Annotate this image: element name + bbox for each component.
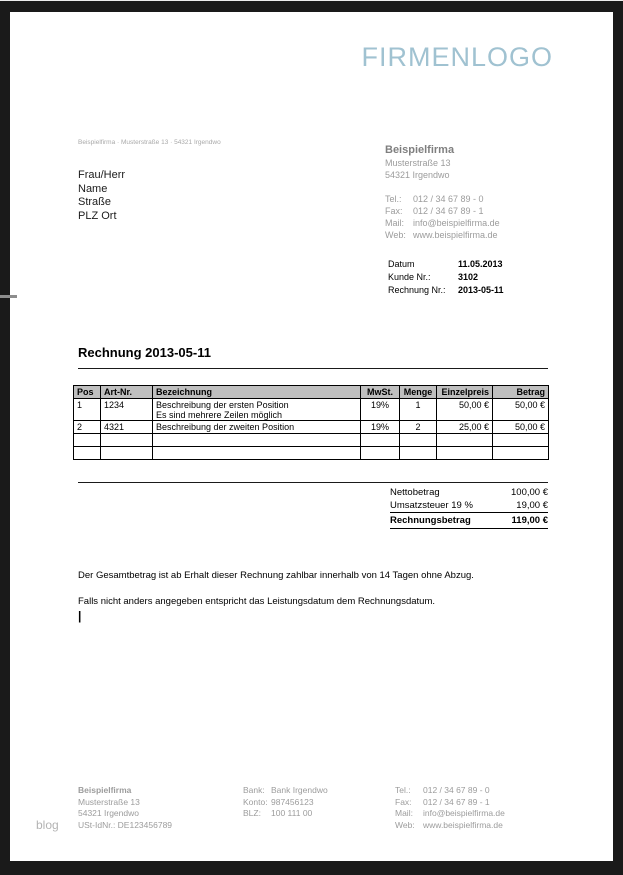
meta-label: Kunde Nr.: (388, 272, 431, 282)
totals-row-vat (390, 499, 548, 512)
cell-description (153, 399, 361, 421)
cell-empty (493, 434, 549, 447)
company-logo: FIRMENLOGO (361, 42, 553, 72)
meta-row-date (388, 258, 504, 271)
document-title: Rechnung 2013-05-11 (78, 345, 211, 360)
contact-label: Web: (385, 230, 406, 240)
cell-empty (361, 447, 400, 460)
footer-value: www.beispielfirma.de (423, 819, 503, 830)
terms-paragraph: Falls nicht anders angegeben entspricht das Leistungsdatum dem Rechnungsdatum. (78, 596, 435, 607)
cell-empty (400, 447, 437, 460)
cell-betrag: 50,00 € (493, 421, 549, 434)
company-street: Musterstraße 13 (385, 158, 451, 168)
invoice-meta-block (388, 258, 504, 297)
meta-value: 11.05.2013 (458, 259, 503, 269)
col-header-bezeichnung: Bezeichnung (153, 386, 361, 399)
totals-row-netto (390, 486, 548, 499)
table-row (74, 421, 549, 434)
cell-menge: 1 (400, 399, 437, 421)
contact-value: www.beispielfirma.de (413, 230, 498, 240)
col-header-betrag: Betrag (493, 386, 549, 399)
contact-value: 012 / 34 67 89 - 1 (413, 206, 484, 216)
company-city: 54321 Irgendwo (385, 170, 450, 180)
recipient-line-city: PLZ Ort (78, 209, 117, 222)
footer-company-street: Musterstraße 13 (78, 796, 140, 807)
meta-row-invoice-number (388, 284, 504, 297)
cell-empty (361, 434, 400, 447)
line-items-table (73, 385, 549, 460)
contact-row-mail (385, 217, 557, 229)
footer-value: 100 111 00 (271, 808, 313, 818)
cell-artnr: 4321 (101, 421, 153, 434)
footer-value: 012 / 34 67 89 - 0 (423, 785, 490, 795)
cell-pos: 1 (74, 399, 101, 421)
footer-bank-row (243, 785, 328, 797)
table-header-row (74, 386, 549, 399)
description-line: Beschreibung der ersten Position (156, 400, 289, 410)
company-contact-list (385, 193, 557, 241)
sender-return-address: Beispielfirma · Musterstraße 13 · 54321 Irgendwo (78, 139, 221, 146)
totals-label: Umsatzsteuer 19 % (390, 500, 473, 511)
cell-einzelpreis: 25,00 € (437, 421, 493, 434)
footer-company-city: 54321 Irgendwo (78, 808, 139, 818)
footer-bank-row (243, 797, 328, 809)
footer-bank-column (243, 785, 328, 820)
col-header-einzelpreis: Einzelpreis (437, 386, 493, 399)
contact-value: info@beispielfirma.de (413, 218, 500, 228)
cell-pos: 2 (74, 421, 101, 434)
invoice-page (10, 12, 613, 861)
grand-total-row (390, 512, 548, 529)
contact-label: Fax: (385, 206, 403, 216)
cell-empty (437, 434, 493, 447)
cell-description (153, 421, 361, 434)
recipient-address-block (78, 169, 125, 223)
footer-label: Fax: (395, 796, 412, 807)
fold-mark (0, 295, 17, 298)
meta-row-customer-number (388, 271, 504, 284)
footer-value: Bank Irgendwo (271, 785, 328, 795)
contact-row-fax (385, 205, 557, 217)
recipient-line-salutation: Frau/Herr (78, 169, 126, 181)
footer-label: BLZ: (243, 808, 261, 818)
footer-company-name: Beispielfirma (78, 785, 132, 795)
meta-label: Rechnung Nr.: (388, 285, 446, 295)
cell-mwst: 19% (361, 399, 400, 421)
col-header-pos: Pos (74, 386, 101, 399)
meta-value: 2013-05-11 (458, 285, 504, 295)
cell-artnr: 1234 (101, 399, 153, 421)
cell-empty (437, 447, 493, 460)
cell-empty (493, 447, 549, 460)
payment-terms (78, 570, 556, 608)
description-line: Beschreibung der zweiten Position (156, 422, 295, 432)
cell-empty (101, 434, 153, 447)
contact-value: 012 / 34 67 89 - 0 (413, 194, 484, 204)
footer-label: Web: (395, 819, 415, 830)
totals-block (390, 486, 548, 529)
table-row-empty (74, 434, 549, 447)
watermark: blog (36, 818, 59, 832)
footer-value: 012 / 34 67 89 - 1 (423, 796, 490, 807)
company-name: Beispielfirma (385, 144, 455, 156)
footer-value: info@beispielfirma.de (423, 808, 505, 818)
cell-empty (153, 447, 361, 460)
contact-label: Mail: (385, 218, 405, 228)
terms-paragraph: Der Gesamtbetrag ist ab Erhalt dieser Rechnung zahlbar innerhalb von 14 Tagen ohne Abzug. (78, 570, 474, 581)
footer-label: Bank: (243, 785, 265, 795)
cell-empty (74, 447, 101, 460)
footer-contact-row (395, 808, 505, 820)
totals-value: 100,00 € (511, 487, 548, 498)
cell-menge: 2 (400, 421, 437, 434)
company-info-block (385, 144, 557, 241)
text-cursor: | (78, 609, 82, 623)
footer-contact-row (395, 820, 505, 832)
contact-row-tel (385, 193, 557, 205)
footer-contact-row (395, 797, 505, 809)
cell-empty (400, 434, 437, 447)
footer-vat-id: USt-IdNr.: DE123456789 (78, 819, 173, 830)
cell-einzelpreis: 50,00 € (437, 399, 493, 421)
cell-empty (153, 434, 361, 447)
footer-value: 987456123 (271, 796, 314, 807)
totals-label: Nettobetrag (390, 487, 440, 498)
table-row (74, 399, 549, 421)
grand-total-label: Rechnungsbetrag (390, 515, 471, 526)
totals-value: 19,00 € (516, 500, 548, 511)
title-divider (78, 368, 548, 369)
grand-total-value: 119,00 € (511, 515, 548, 526)
footer-label: Konto: (243, 796, 268, 807)
screen-edge-highlight (0, 0, 623, 1)
totals-divider (78, 482, 548, 483)
meta-label: Datum (388, 259, 415, 269)
col-header-artnr: Art-Nr. (101, 386, 153, 399)
recipient-line-street: Straße (78, 196, 112, 208)
description-line: Es sind mehrere Zeilen möglich (156, 410, 283, 420)
footer-label: Tel.: (395, 785, 411, 795)
footer-contact-column (395, 785, 505, 831)
footer-contact-row (395, 785, 505, 797)
cell-mwst: 19% (361, 421, 400, 434)
table-row-empty (74, 447, 549, 460)
cell-empty (74, 434, 101, 447)
contact-label: Tel.: (385, 194, 402, 204)
cell-betrag: 50,00 € (493, 399, 549, 421)
recipient-line-name: Name (78, 182, 108, 195)
meta-value: 3102 (458, 272, 479, 282)
footer-label: Mail: (395, 808, 413, 818)
footer-company-column (78, 785, 172, 831)
footer-bank-row (243, 808, 328, 820)
col-header-menge: Menge (400, 386, 437, 399)
col-header-mwst: MwSt. (361, 386, 400, 399)
contact-row-web (385, 229, 557, 241)
cell-empty (101, 447, 153, 460)
